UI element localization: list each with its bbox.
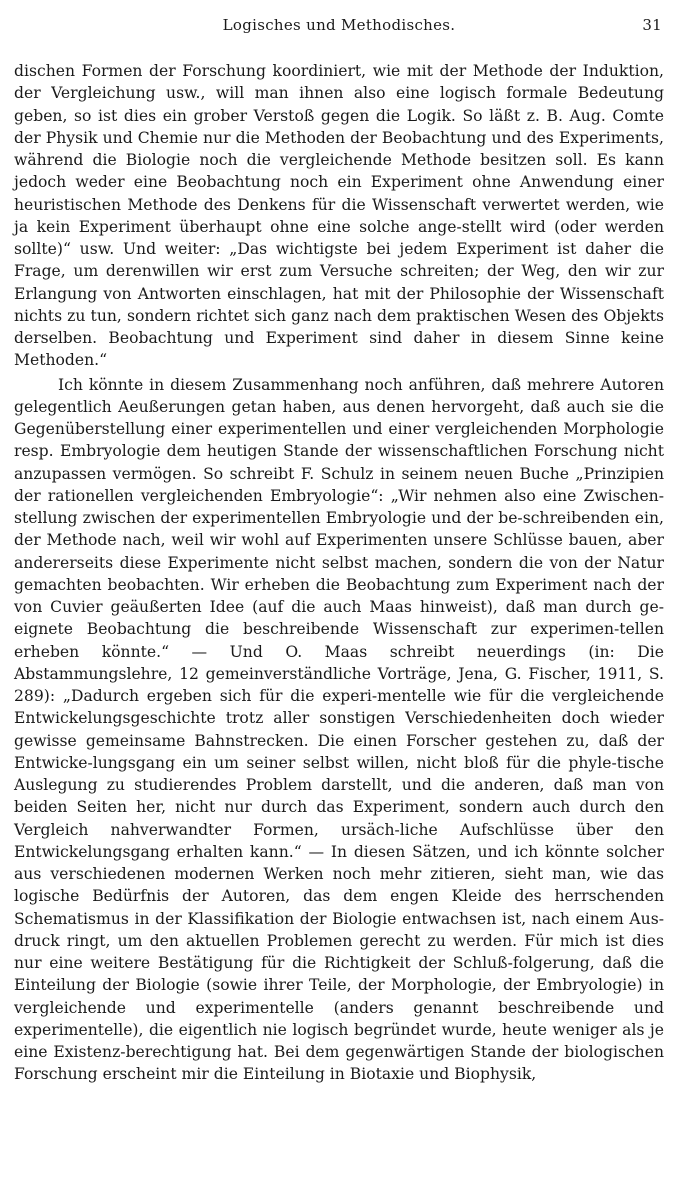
- paragraph: Ich könnte in diesem Zusammenhang noch anführen, daß mehrere Autoren gelegentlich Aeußerungen getan haben, aus denen hervorgeht, daß auch sie die Gegenüberstellung einer experimentellen und einer vergleichenden Morphologie resp. Embryologie dem heutigen Stande der wissenschaftlichen Forschung nicht anzupassen vermögen. So schreibt F. Schulz in seinem neuen Buche „Prinzipien der rationellen vergleichenden Embryologie“: „Wir nehmen also eine Zwischen-stellung zwischen der experimentellen Embryologie und der be-schreibenden ein, der Methode nach, weil wir wohl auf Experimenten unsere Schlüsse bauen, aber andererseits diese Experimente nicht selbst machen, sondern die von der Natur gemachten beobachten. Wir erheben die Beobachtung zum Experiment nach der von Cuvier geäußerten Idee (auf die auch Maas hinweist), daß man durch ge-eignete Beobachtung die beschreibende Wissenschaft zur experimen-tellen erheben könnte.“ — Und O. Maas schreibt neuerdings (in: Die Abstammungslehre, 12 gemeinverständliche Vorträge, Jena, G. Fischer, 1911, S. 289): „Dadurch ergeben sich für die experi-mentelle wie für die vergleichende Entwickelungsgeschichte trotz aller sonstigen Verschiedenheiten doch wieder gewisse gemeinsame Bahnstrecken. Die einen Forscher gestehen zu, daß der Entwicke-lungsgang ein um seiner selbst willen, nicht bloß für die phyle-tische Auslegung zu studierendes Problem darstellt, und die anderen, daß man von beiden Seiten her, nicht nur durch das Experiment, sondern auch durch den Vergleich nahverwandter Formen, ursäch-liche Aufschlüsse über den Entwickelungsgang erhalten kann.“ — In diesen Sätzen, und ich könnte solcher aus verschiedenen modernen Werken noch mehr zitieren, sieht man, wie das logische Bedürfnis der Autoren, das dem engen Kleide des herrschenden Schematismus in der Klassifikation der Biologie entwachsen ist, nach einem Aus-druck ringt, um den aktuellen Problemen gerecht zu werden. Für mich ist dies nur eine weitere Bestätigung für die Richtigkeit der Schluß-folgerung, daß die Einteilung der Biologie (sowie ihrer Teile, der Morphologie, der Embryologie) in vergleichende und experimentelle (anders genannt beschreibende und experimentelle), die eigentlich nie logisch begründet wurde, heute weniger als je eine Existenz-berechtigung hat. Bei dem gegenwärtigen Stande der biologischen Forschung erscheint mir die Einteilung in Biotaxie und Biophysik,: [14, 375, 664, 1084]
- page-number: 31: [642, 16, 662, 34]
- paragraph-continued: dischen Formen der Forschung koordiniert, wie mit der Methode der Induktion, der Vergleichung usw., will man ihnen also eine logisch formale Bedeutung geben, so ist dies ein grober Verstoß gegen die Logik. So läßt z. B. Aug. Comte der Physik und Chemie nur die Methoden der Beobachtung und des Experiments, während die Biologie noch die vergleichende Methode besitzen soll. Es kann jedoch weder eine Beobachtung noch ein Experiment ohne Anwendung einer heuristischen Methode des Denkens für die Wissenschaft verwertet werden, wie ja kein Experiment überhaupt ohne eine solche ange-stellt wird (oder werden sollte)“ usw. Und weiter: „Das wichtigste bei jedem Experiment ist daher die Frage, um derenwillen wir erst zum Versuche schreiten; der Weg, den wir zur Erlangung von Antworten einschlagen, hat mit der Philosophie der Wissenschaft nichts zu tun, sondern richtet sich ganz nach dem praktischen Wesen des Objekts derselben. Beobachtung und Experiment sind daher in diesem Sinne keine Methoden.“: [14, 62, 664, 370]
- body-text: [14, 60, 664, 1086]
- running-head: [14, 12, 664, 38]
- running-title: Logisches und Methodisches.: [222, 16, 456, 34]
- page: [14, 12, 664, 1086]
